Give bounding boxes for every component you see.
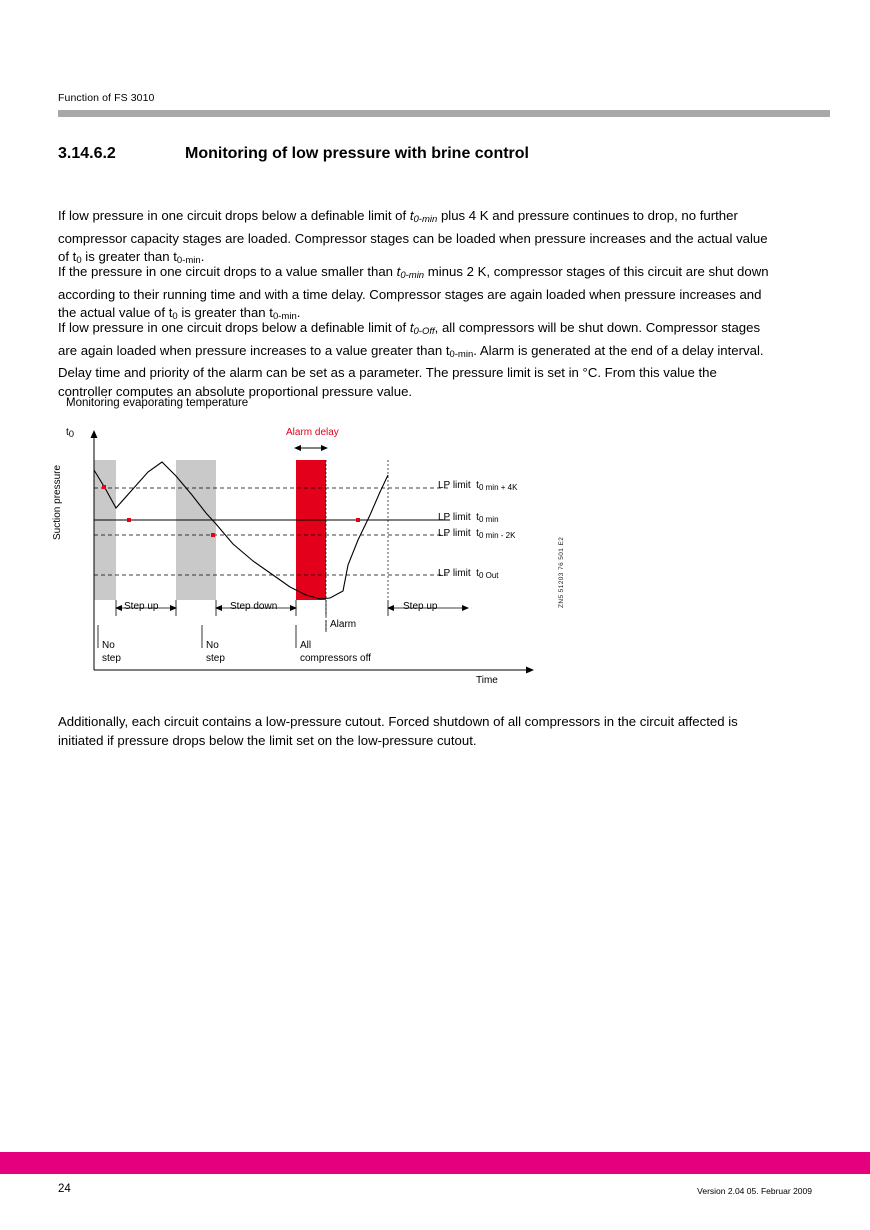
- lp-limit-value-2: t: [476, 512, 479, 523]
- footer-bar: [0, 1152, 870, 1174]
- p1-sub-1: 0: [76, 255, 82, 267]
- band-no-step-1: [94, 460, 116, 600]
- annotation-3-line1: All: [300, 640, 312, 651]
- paragraph-1: [58, 207, 774, 271]
- figure-caption: Monitoring evaporating temperature: [66, 397, 249, 409]
- lp-limit-label-1: [438, 480, 517, 492]
- p2-part-a: If the pressure in one circuit drops to a value smaller than: [58, 264, 397, 279]
- p2-part-c: is greater than t: [177, 305, 273, 321]
- p1-sub-2: 0-min: [176, 255, 201, 267]
- band-label-step-up-2: Step up: [403, 601, 438, 612]
- annotation-2-line1: No: [206, 640, 219, 651]
- paragraph-3: [58, 319, 774, 402]
- band-label-step-up-1: Step up: [124, 601, 159, 612]
- p2-part-b: minus 2 K, compressor stages of this circuit are shut down according to their running time and with a time delay. Compressor stages are again loaded when pressure increases and the actual value of t: [58, 264, 769, 321]
- header-divider: [58, 110, 830, 117]
- lp-limit-text-2: LP limit: [438, 512, 471, 523]
- footer-version: Version 2.04 05. Februar 2009: [697, 1186, 812, 1196]
- lp-limit-sub-4: 0 Out: [478, 570, 499, 580]
- p1-part-c: is greater than t: [81, 249, 177, 265]
- p2-sub-1: 0: [172, 311, 178, 323]
- alarm-delay-label: Alarm delay: [286, 427, 339, 438]
- figure-side-code: ZN5 51203 76 501 E2: [558, 536, 565, 608]
- page-title: Monitoring of low pressure with brine control: [185, 145, 529, 162]
- annotation-1-line1: No: [102, 640, 115, 651]
- figure-monitoring-evaporating-temperature: [52, 420, 578, 705]
- annotation-2-line2: step: [206, 653, 225, 664]
- lp-limit-sub-3: 0 min - 2K: [478, 530, 516, 540]
- paragraph-2: [58, 263, 774, 327]
- lp-limit-text-3: LP limit: [438, 528, 471, 539]
- section-number: 3.14.6.2: [58, 145, 116, 162]
- p3-part-c: . Alarm is generated at the end of a delay interval. Delay time and priority of the alarm can be set as a parameter. The pressure limit is set in °C. From this value the controller computes an absolute proportional pressure value.: [58, 342, 764, 399]
- band-no-step-2: [176, 460, 216, 600]
- p2-part-d: .: [296, 305, 301, 321]
- p1-part-a: If low pressure in one circuit drops below a definable limit of: [58, 208, 410, 223]
- lp-limit-value-3: t: [476, 528, 479, 539]
- annotation-no-step-1: [102, 639, 121, 665]
- lp-limit-value-1: t: [476, 480, 479, 491]
- p3-italic-sub: 0-Off: [413, 326, 435, 338]
- lp-limit-text-4: LP limit: [438, 568, 471, 579]
- paragraph-4: Additionally, each circuit contains a low-pressure cutout. Forced shutdown of all compressors in the circuit affected is initiated if pressure drops below the limit set on the low-pressure cutout.: [58, 714, 738, 748]
- x-axis-label: Time: [476, 675, 498, 686]
- p1-italic-symbol: t: [409, 208, 414, 223]
- y-axis-symbol: [66, 427, 74, 440]
- annotation-1-line2: step: [102, 653, 121, 664]
- lp-limit-label-3: [438, 528, 515, 540]
- annotation-no-step-2: [206, 639, 225, 665]
- annotation-alarm: Alarm: [330, 619, 357, 630]
- p2-italic-sub: 0-min: [400, 270, 425, 282]
- lp-limit-sub-1: 0 min + 4K: [478, 482, 518, 492]
- running-head: Function of FS 3010: [58, 92, 155, 104]
- annotation-3-line2: compressors off: [300, 653, 371, 664]
- p2-italic-symbol: t: [396, 264, 401, 279]
- p3-sub-1: 0-min: [449, 348, 474, 360]
- p3-italic-symbol: t: [409, 320, 414, 335]
- lp-limit-label-2: [438, 512, 499, 524]
- p3-part-a: If low pressure in one circuit drops below a definable limit of: [58, 320, 410, 335]
- lp-limit-label-4: [438, 568, 499, 580]
- lp-limit-sub-2: 0 min: [478, 514, 499, 524]
- y-axis-label: Suction pressure: [52, 464, 63, 540]
- y-axis-symbol-sub: 0: [68, 429, 75, 441]
- page-number: 24: [58, 1183, 71, 1195]
- annotation-all-compressors-off: [300, 639, 371, 665]
- p2-sub-2: 0-min: [272, 311, 297, 323]
- y-axis-symbol-text: t: [66, 427, 69, 438]
- p1-part-d: .: [200, 249, 205, 265]
- p3-part-b: , all compressors will be shut down. Compressor stages are again loaded when pressure increases to a value greater than t: [58, 320, 761, 358]
- band-all-compressors-off: [296, 460, 326, 600]
- lp-limit-value-4: t: [476, 568, 479, 579]
- lp-limit-text-1: LP limit: [438, 480, 471, 491]
- p1-part-b: plus 4 K and pressure continues to drop, no further compressor capacity stages are loaded. Compressor stages can be loaded when pressure increases and the actual value of t: [58, 208, 768, 265]
- p1-italic-sub: 0-min: [413, 214, 438, 226]
- band-label-step-down: Step down: [230, 601, 278, 612]
